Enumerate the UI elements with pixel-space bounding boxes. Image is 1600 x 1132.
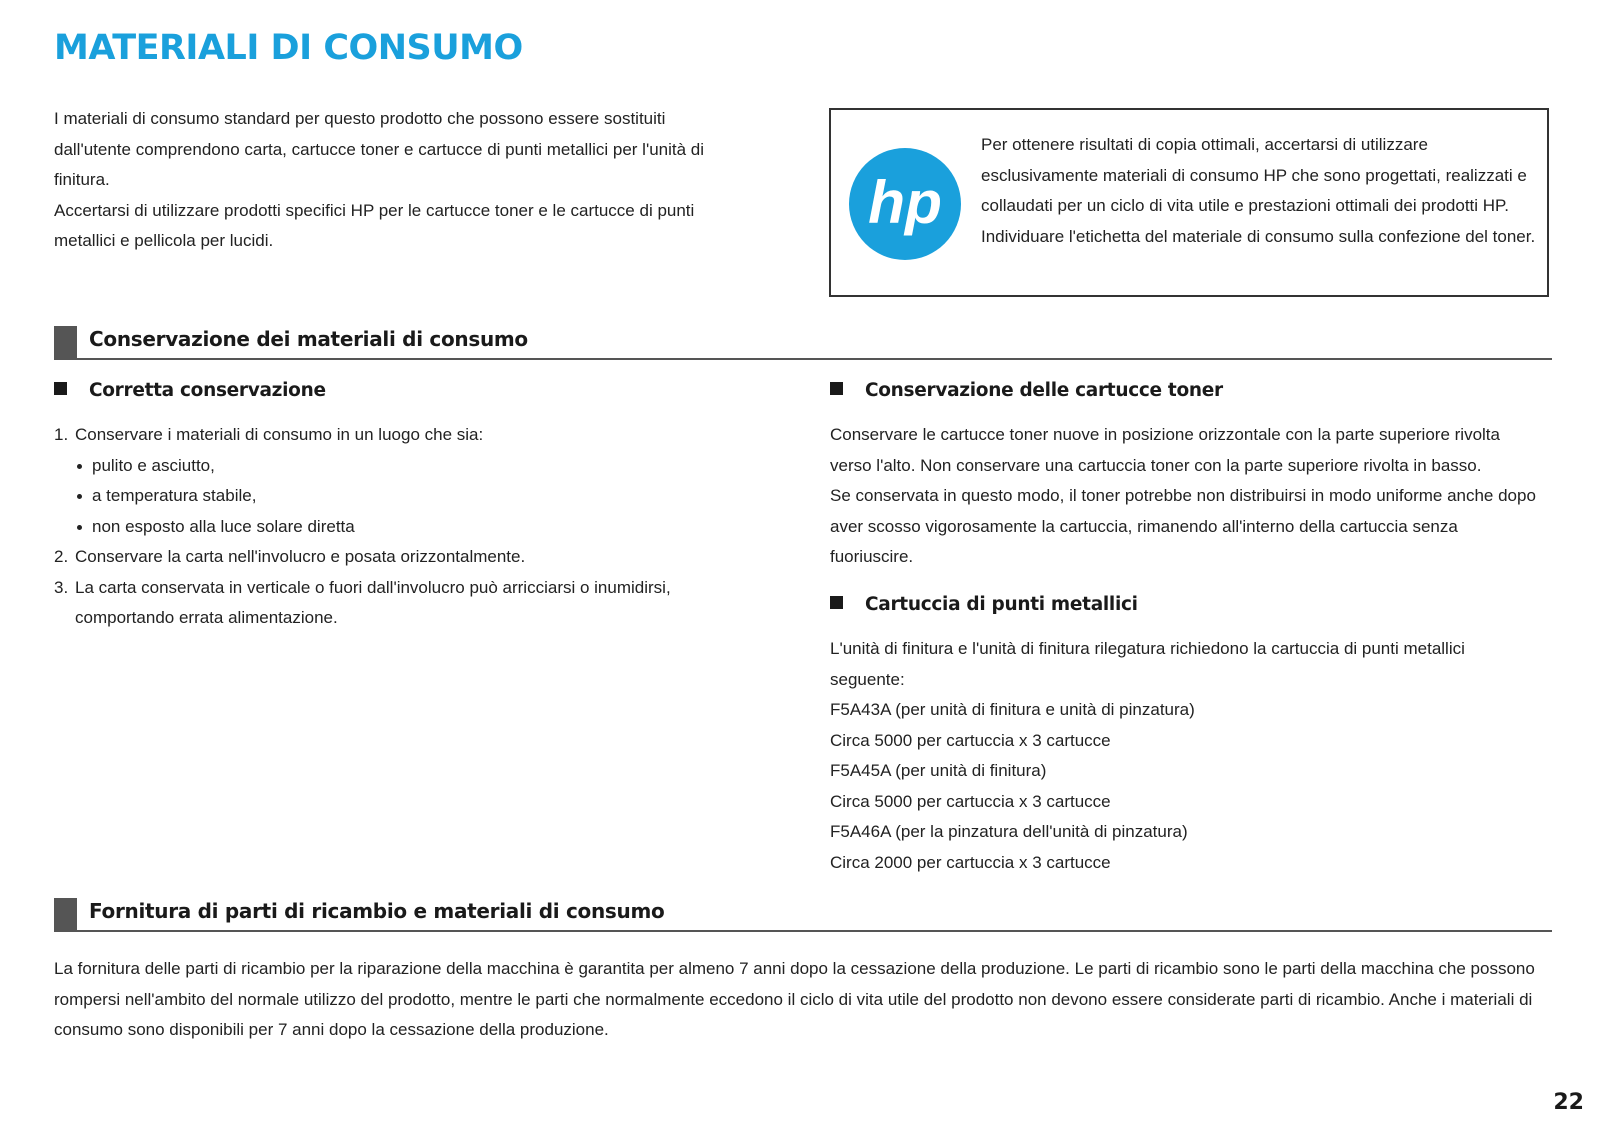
bullet-item: a temperatura stabile, [75,481,744,512]
square-bullet-icon [830,596,843,609]
section-marker [54,326,77,360]
step-number: 1. [54,425,69,444]
subheading-text: Conservazione delle cartucce toner [865,380,1223,401]
bullet-item: pulito e asciutto, [75,451,744,482]
step-number: 2. [54,547,69,566]
section-title: Conservazione dei materiali di consumo [89,327,528,351]
section-header-storage [54,326,1552,360]
toner-storage-text [830,420,1545,573]
paragraph: L'unità di finitura e l'unità di finitura rilegatura richiedono la cartuccia di punti metallici seguente: [830,639,1465,689]
subheading-toner-storage [830,380,1223,401]
bullet-list [75,451,744,543]
step-text: Conservare la carta nell'involucro e posata orizzontalmente. [75,547,526,566]
section-header-supply [54,898,1552,932]
page-number: 22 [1553,1090,1584,1115]
hp-logo-text: hp [868,168,942,237]
storage-steps [54,420,744,634]
section-title: Fornitura di parti di ricambio e materiali di consumo [89,899,665,923]
intro-paragraph: I materiali di consumo standard per questo prodotto che possono essere sostituiti dall'utente comprendono carta, cartucce toner e cartucce di punti metallici per l'unità di finitura. [54,109,705,189]
paragraph: Se conservata in questo modo, il toner potrebbe non distribuirsi in modo uniforme anche dopo aver scosso vigorosamente la cartuccia, rimanendo all'interno della cartuccia senza fuoriuscire. [830,486,1536,566]
cartridge-line: F5A43A (per unità di finitura e unità di pinzatura) [830,700,1195,719]
list-item [54,573,744,634]
hp-note-box [829,108,1549,297]
page-title: MATERIALI DI CONSUMO [54,28,523,68]
hp-logo-icon [849,148,961,260]
subheading-staple-cartridge [830,594,1138,615]
cartridge-line: Circa 5000 per cartuccia x 3 cartucce [830,791,1111,811]
staple-cartridge-text [830,634,1530,878]
subheading-text: Cartuccia di punti metallici [865,594,1138,615]
step-number: 3. [54,577,69,597]
cartridge-line: Circa 2000 per cartuccia x 3 cartucce [830,852,1111,872]
note-text: Per ottenere risultati di copia ottimali, accertarsi di utilizzare esclusivamente materiali di consumo HP che sono progettati, realizzati e collaudati per un ciclo di vita utile e prestazioni ottimali dei prodotti HP. Individuare l'etichetta del materiale di consumo sulla confezione del toner. [981,135,1536,246]
cartridge-line: F5A46A (per la pinzatura dell'unità di pinzatura) [830,822,1188,841]
subheading-correct-storage [54,380,326,401]
square-bullet-icon [54,382,67,395]
square-bullet-icon [830,382,843,395]
step-text: Conservare i materiali di consumo in un luogo che sia: [75,425,484,444]
section-marker [54,898,77,932]
bullet-item: non esposto alla luce solare diretta [75,512,744,543]
list-item [54,420,744,542]
paragraph: Conservare le cartucce toner nuove in posizione orizzontale con la parte superiore rivolta verso l'alto. Non conservare una cartuccia toner con la parte superiore rivolta in basso. [830,425,1500,475]
cartridge-line: F5A45A (per unità di finitura) [830,761,1047,780]
paragraph: La fornitura delle parti di ricambio per la riparazione della macchina è garantita per almeno 7 anni dopo la cessazione della produzione. Le parti di ricambio sono le parti della macchina che possono rompersi nell'ambito del normale utilizzo del prodotto, mentre le parti che normalmente eccedono il ciclo di vita utile del prodotto non devono essere considerate parti di ricambio. Anche i materiali di consumo sono disponibili per 7 anni dopo la cessazione della produzione. [54,959,1535,1039]
subheading-text: Corretta conservazione [89,380,326,401]
list-item [54,542,744,573]
intro-paragraph: Accertarsi di utilizzare prodotti specifici HP per le cartucce toner e le cartucce di punti metallici e pellicola per lucidi. [54,200,695,250]
supply-text [54,954,1554,1046]
step-text: La carta conservata in verticale o fuori dall'involucro può arricciarsi o inumidirsi, comportando errata alimentazione. [75,577,671,627]
intro-text [54,104,734,257]
cartridge-line: Circa 5000 per cartuccia x 3 cartucce [830,730,1111,750]
steps-list [54,420,744,634]
